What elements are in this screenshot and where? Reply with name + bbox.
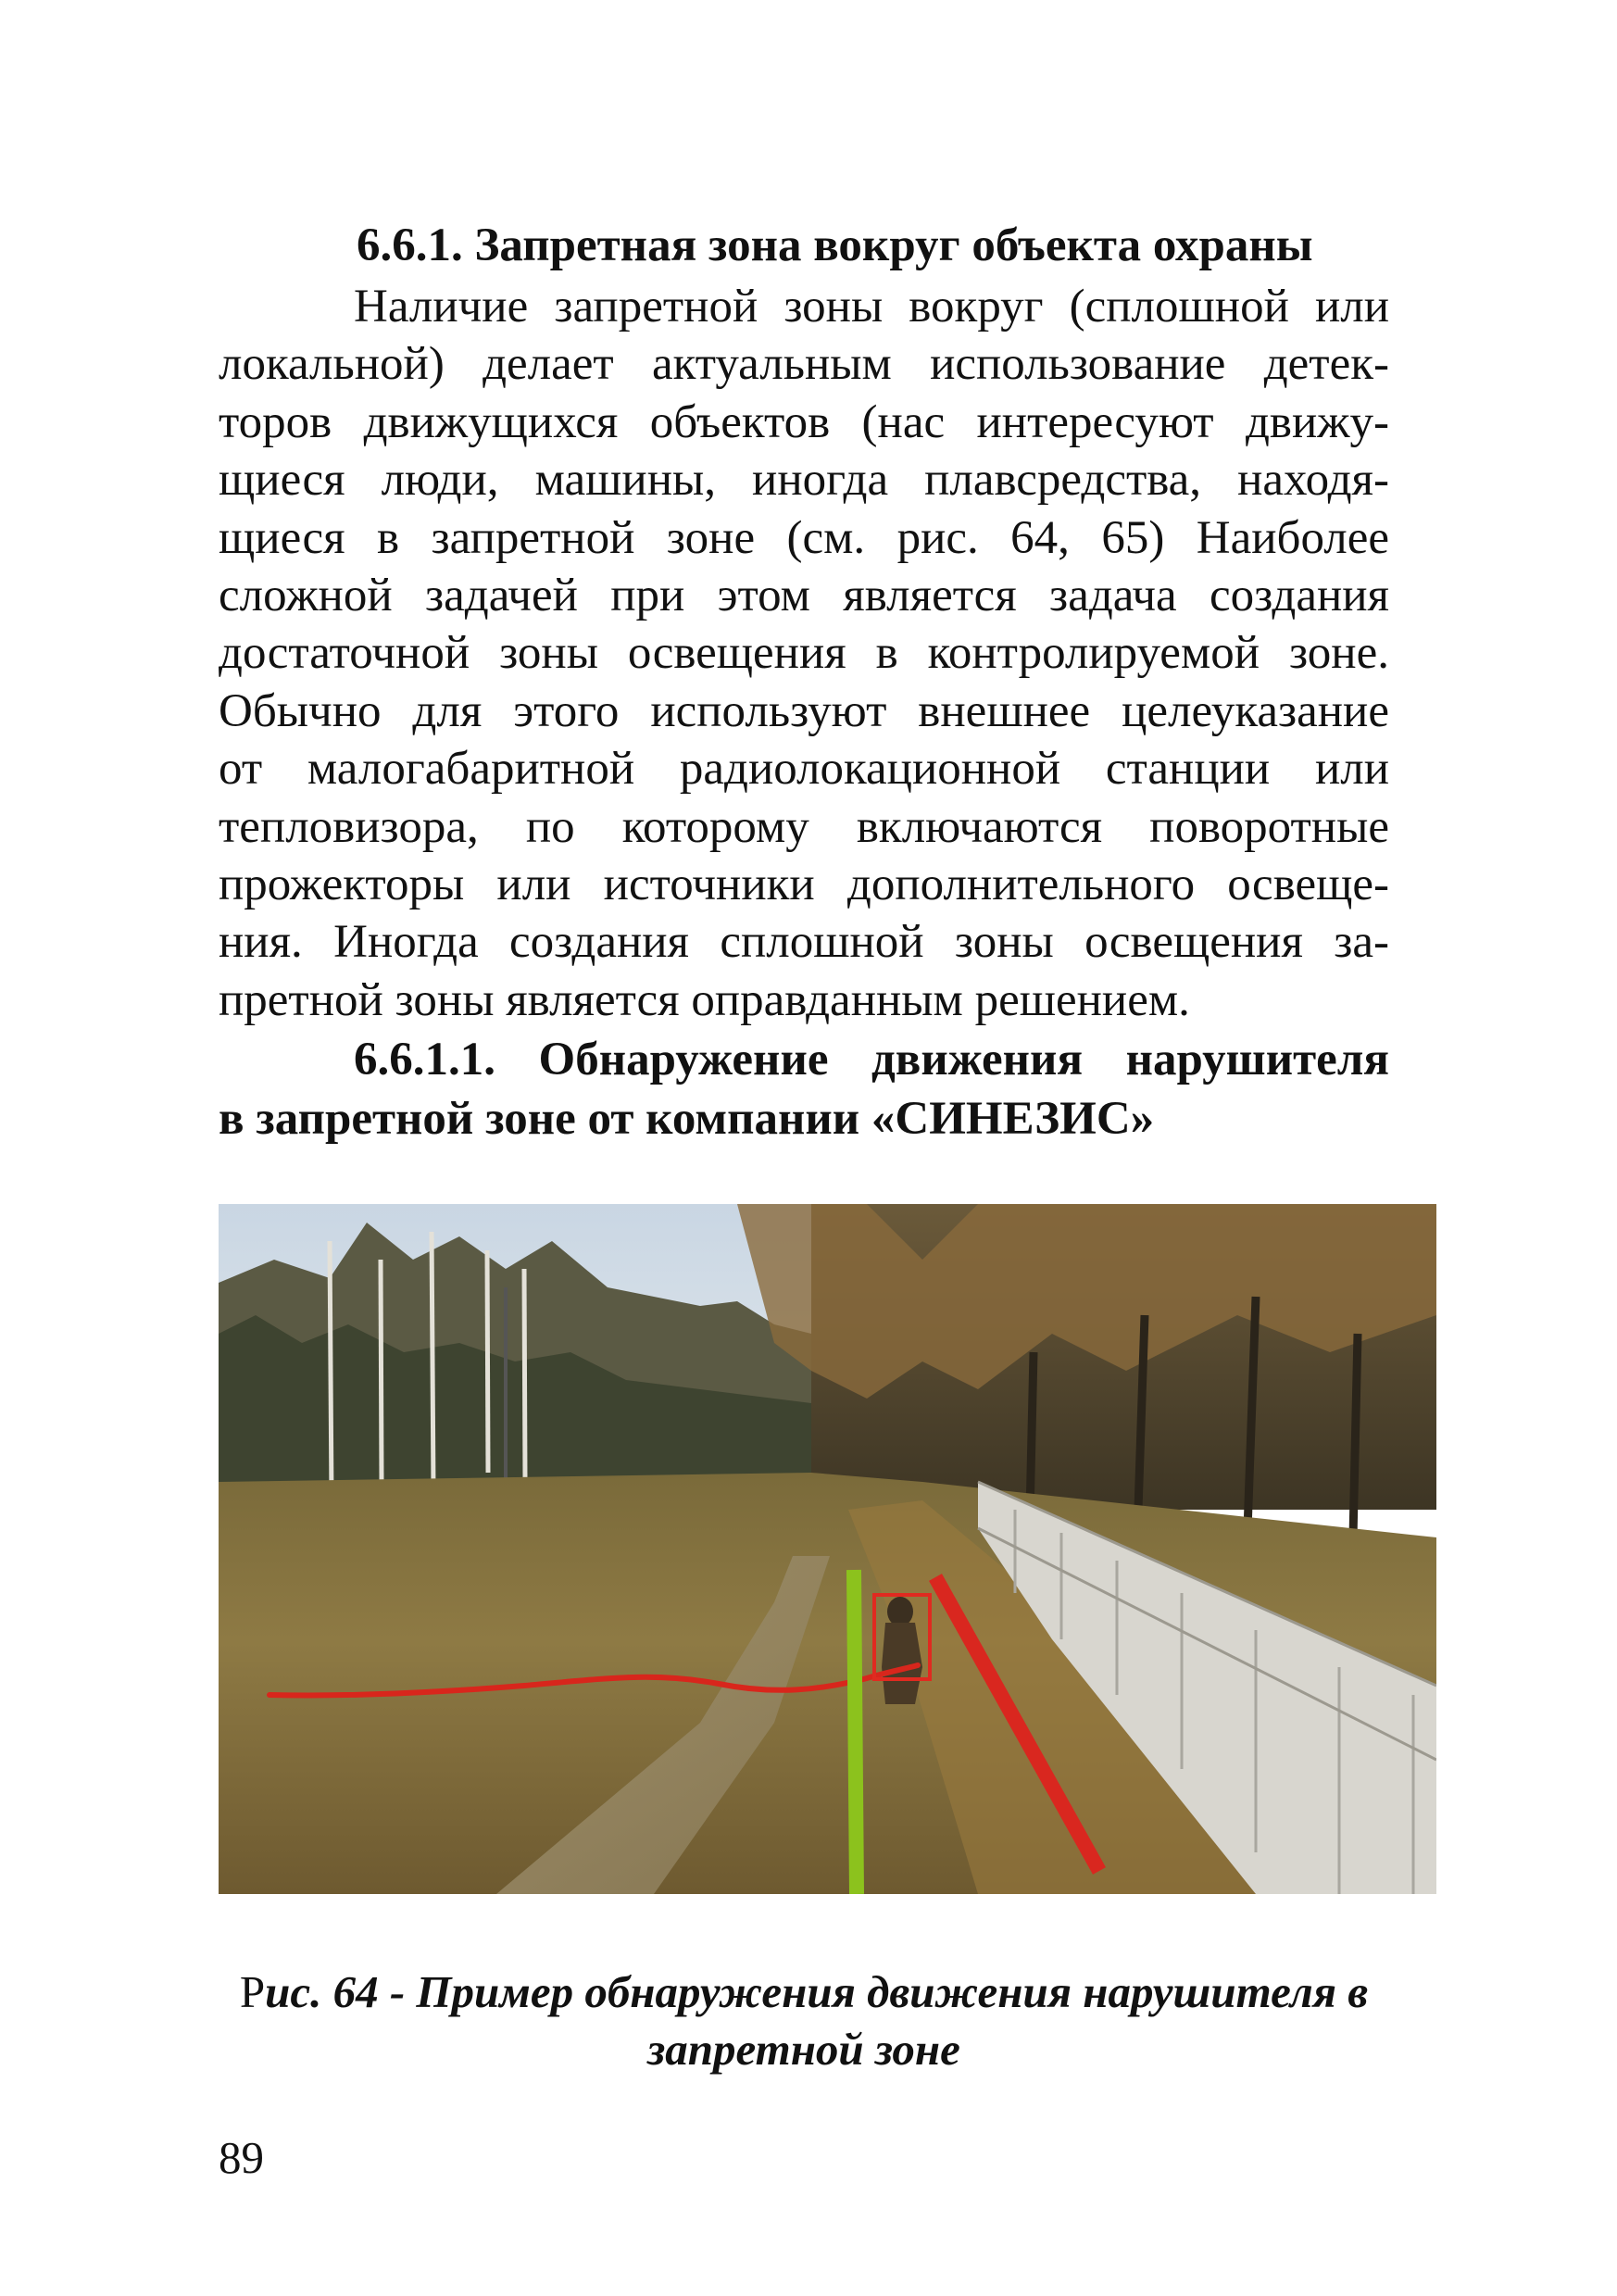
subsection-heading (219, 1030, 1389, 1148)
paragraph-line: претной зоны является оправданным решением. (219, 973, 1190, 1026)
paragraph-line: достаточной зоны освещения в контролируемой зоне. (219, 627, 1389, 680)
paragraph-line: щиеся в запретной зоне (см. рис. 64, 65) Наиболее (219, 511, 1389, 564)
body-paragraph (219, 278, 1389, 1029)
boundary-line-green (854, 1570, 857, 1894)
caption-line-2: запретной зоне (647, 2024, 960, 2075)
section-heading: 6.6.1. Запретная зона вокруг объекта охраны (357, 220, 1313, 271)
caption-prefix: Р (239, 1966, 266, 2017)
paragraph-line: щиеся люди, машины, иногда плавсредства, находя- (219, 454, 1389, 507)
paragraph-line: ния. Иногда создания сплошной зоны освещения за- (219, 916, 1389, 969)
paragraph-line: Обычно для этого используют внешнее целеуказание (219, 684, 1389, 737)
figure-caption (219, 1964, 1389, 2078)
surveillance-photo (219, 1204, 1436, 1894)
subsection-heading-line: в запретной зоне от компании «СИНЕЗИС» (219, 1093, 1155, 1145)
subsection-heading-line: 6.6.1.1. Обнаружение движения нарушителя (354, 1034, 1389, 1085)
paragraph-line: локальной) делает актуальным использование детек- (219, 338, 1389, 391)
paragraph-line: Наличие запретной зоны вокруг (сплошной или (354, 281, 1389, 332)
caption-text: - Пример обнаружения движения нарушителя в (378, 1966, 1369, 2017)
figure-photo (219, 1204, 1436, 1894)
page-number: 89 (219, 2132, 264, 2183)
paragraph-line: от малогабаритной радиолокационной станции или (219, 743, 1389, 796)
paragraph-line: сложной задачей при этом является задача создания (219, 569, 1389, 621)
paragraph-line: торов движущихся объектов (нас интересуют движу- (219, 395, 1389, 448)
caption-line-1 (219, 1964, 1389, 2021)
paragraph-line: тепловизора, по которому включаются поворотные (219, 800, 1389, 853)
caption-label: ис. 64 (265, 1966, 379, 2017)
paragraph-line: прожекторы или источники дополнительного освеще- (219, 858, 1389, 910)
